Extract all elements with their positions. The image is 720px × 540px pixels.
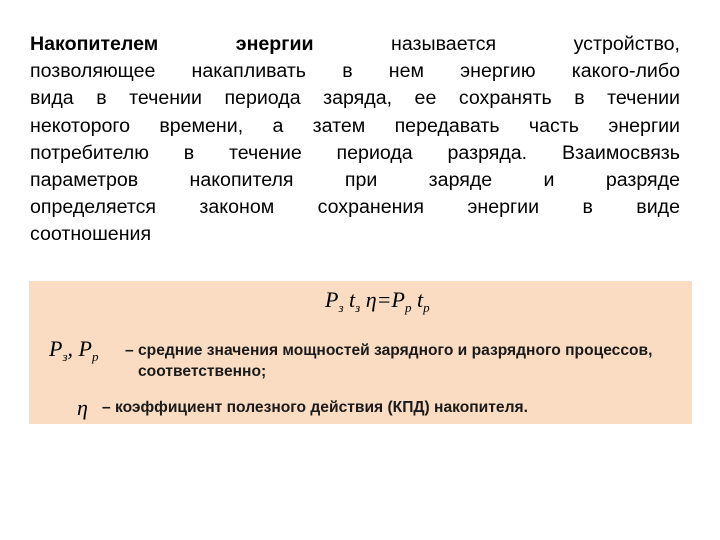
power-symbols: $P_з$, $P_р$ — [49, 336, 99, 364]
paragraph-line-3: вида в течении периода заряда, ее сохранять в течении — [30, 87, 680, 110]
paragraph-line-1 — [30, 31, 680, 58]
paragraph-line-4: некоторого времени, а затем передавать часть энергии — [30, 114, 680, 137]
power-definition-line-2: соответственно; — [138, 363, 267, 380]
eta-definition: – коэффициент полезного действия (КПД) накопителя. — [102, 399, 528, 416]
power-definition-line-1: – средние значения мощностей зарядного и разрядного процессов, — [125, 342, 653, 359]
term-bold: Накопителем энергии — [30, 33, 314, 55]
eta-symbol: η — [77, 395, 88, 420]
energy-balance-formula: $P_з$ $t_з$ $\eta=P_р$ $t_р$ — [325, 287, 430, 315]
paragraph-line-2: позволяющее накапливать в нем энергию какого-либо — [30, 60, 680, 83]
paragraph-line-6: параметров накопителя при заряде и разряде — [30, 168, 680, 191]
formula-box — [29, 281, 692, 424]
definition-paragraph — [30, 31, 680, 249]
paragraph-line-1-text: называется устройство, — [313, 33, 680, 55]
paragraph-line-5: потребителю в течение периода разряда. Взаимосвязь — [30, 141, 680, 164]
paragraph-line-8: соотношения — [30, 223, 152, 246]
paragraph-line-7: определяется законом сохранения энергии в виде — [30, 196, 680, 219]
